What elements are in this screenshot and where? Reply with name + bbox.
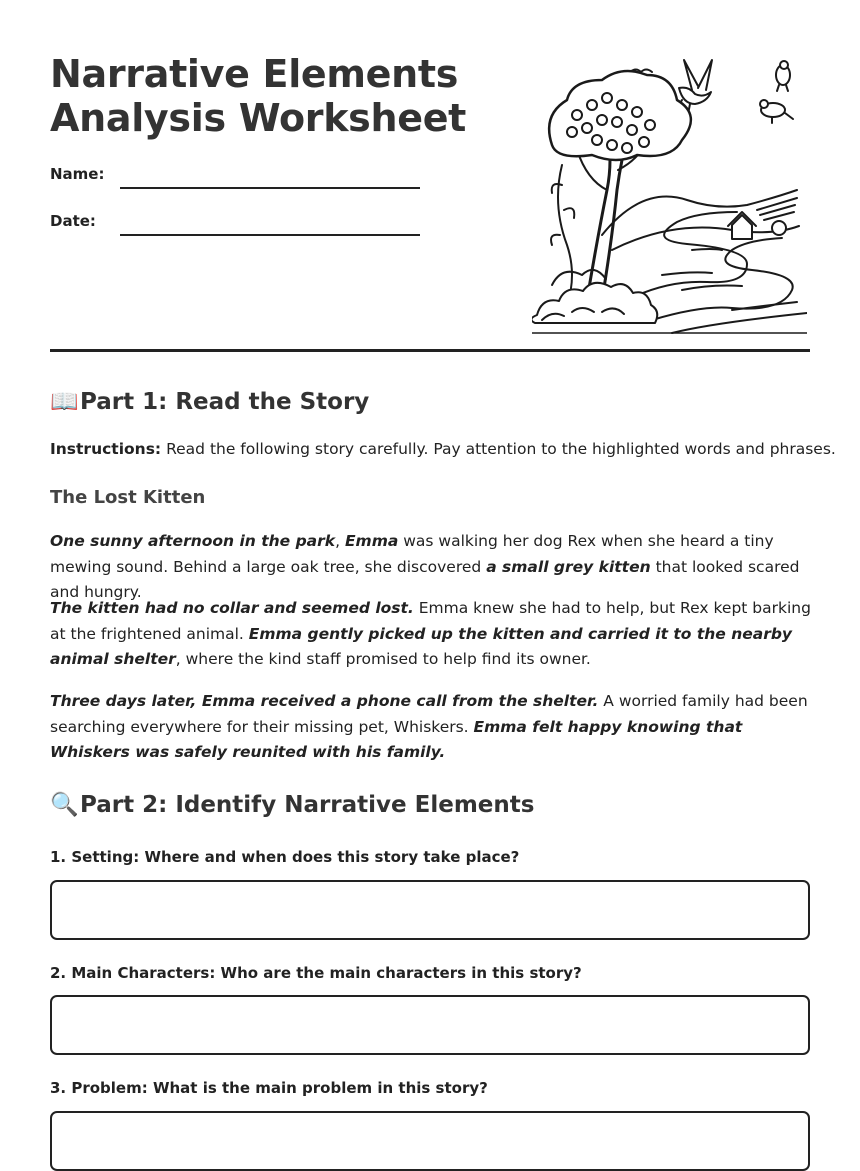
- instructions-label: Instructions:: [50, 440, 162, 458]
- magnifier-icon: 🔍: [50, 792, 79, 818]
- header-divider: [50, 349, 810, 352]
- name-label: Name:: [50, 165, 105, 183]
- title-line-1: Narrative Elements: [50, 52, 459, 96]
- highlighted-phrase: Emma: [344, 532, 399, 550]
- story-paragraph-2: [50, 596, 815, 673]
- story-text: Emma knew she had to help, but Rex kept barking at the frightened animal.: [50, 599, 811, 643]
- question-setting: 1. Setting: Where and when does this story take place?: [50, 848, 520, 866]
- part1-heading-text: Part 1: Read the Story: [80, 389, 370, 415]
- question-characters: 2. Main Characters: Who are the main characters in this story?: [50, 964, 582, 982]
- story-text: , where the kind staff promised to help find its owner.: [175, 650, 591, 669]
- answer-box-characters[interactable]: [50, 995, 810, 1055]
- date-label: Date:: [50, 212, 96, 230]
- story-text: A worried family had been searching everywhere for their missing pet, Whiskers.: [50, 692, 808, 736]
- story-text: ,: [335, 532, 345, 550]
- date-input-line[interactable]: [120, 222, 420, 236]
- answer-box-setting[interactable]: [50, 880, 810, 940]
- question-problem: 3. Problem: What is the main problem in this story?: [50, 1079, 488, 1097]
- highlighted-phrase: Emma gently picked up the kitten and carried it to the nearby animal shelter: [50, 624, 793, 669]
- part1-heading: [50, 388, 369, 415]
- story-text: was walking her dog Rex when she heard a tiny mewing sound. Behind a large oak tree, she discovered: [50, 532, 774, 576]
- title-line-2: Analysis Worksheet: [50, 96, 467, 140]
- part2-heading: [50, 791, 534, 818]
- book-icon: 📖: [50, 389, 79, 415]
- highlighted-phrase: The kitten had no collar and seemed lost.: [50, 599, 414, 617]
- worksheet-title: [50, 52, 466, 140]
- story-paragraph-3: [50, 689, 815, 766]
- highlighted-phrase: a small grey kitten: [486, 557, 651, 576]
- highlighted-phrase: Emma felt happy knowing that Whiskers was safely reunited with his family.: [50, 717, 743, 762]
- highlighted-phrase: Three days later, Emma received a phone call from the shelter.: [50, 692, 599, 710]
- story-title: The Lost Kitten: [50, 487, 206, 508]
- story-paragraph-1: [50, 529, 815, 606]
- part2-heading-text: Part 2: Identify Narrative Elements: [80, 792, 535, 818]
- highlighted-phrase: One sunny afternoon in the park: [50, 532, 336, 550]
- small-bird-2-icon: [760, 100, 793, 123]
- name-input-line[interactable]: [120, 175, 420, 189]
- landscape-illustration-icon: [532, 50, 807, 335]
- answer-box-problem[interactable]: [50, 1111, 810, 1171]
- small-bird-icon: [776, 61, 790, 91]
- story-text: that looked scared and hungry.: [50, 557, 800, 602]
- instructions-text: Read the following story carefully. Pay attention to the highlighted words and phrases.: [161, 440, 836, 458]
- instructions: [50, 440, 836, 458]
